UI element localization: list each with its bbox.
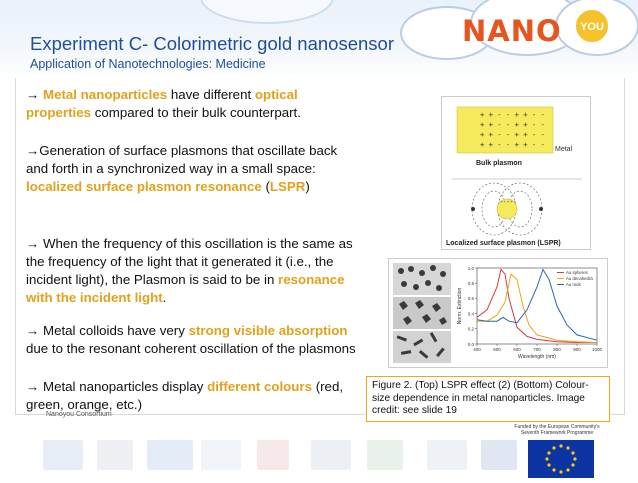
partner-logo <box>43 440 83 470</box>
legend-entry: Au spheres <box>566 270 588 275</box>
partner-logo <box>257 440 289 470</box>
lspr-charges: + + + + + <box>500 199 517 204</box>
page-title: Experiment C- Colorimetric gold nanosensor <box>30 33 394 54</box>
x-tick-label: 600 <box>513 347 521 352</box>
dipole-point <box>539 207 543 211</box>
charge-row: + + - - + + - - <box>480 140 545 149</box>
y-tick-label: 0.4 <box>467 311 474 317</box>
eu-flag <box>528 440 594 478</box>
y-tick-label: 0.0 <box>467 341 474 347</box>
y-tick-label: 1.0 <box>467 265 474 271</box>
partner-logo <box>481 440 517 470</box>
x-tick-label: 900 <box>573 347 581 352</box>
y-axis-label: Norm. Extinction <box>457 287 463 325</box>
partner-logo <box>97 440 133 470</box>
legend-entry: Au decahedra <box>566 276 593 281</box>
x-tick-label: 400 <box>473 347 481 352</box>
micrograph-spheres <box>393 263 451 295</box>
charge-row: + + - - + + - - <box>480 130 545 139</box>
legend-entry: Au rods <box>566 282 581 287</box>
paragraph-1: → Metal nanoparticles have different optical properties compared to their bulk counterpart. <box>26 87 301 120</box>
x-tick-label: 700 <box>533 347 541 352</box>
nanoyou-logo <box>462 14 612 50</box>
page-subtitle: Application of Nanotechnologies: Medicine <box>30 57 266 71</box>
partner-logo <box>147 440 193 470</box>
lspr-label: Localized surface plasmon (LSPR) <box>446 240 561 247</box>
figure-caption: Figure 2. (Top) LSPR effect (2) (Bottom) Colour-size dependence in metal nanoparticles. Image credit: see slide 19 <box>366 376 610 422</box>
logo-text: NANO <box>462 14 562 48</box>
charge-row: + + - - + + - - <box>480 120 545 129</box>
y-tick-label: 0.6 <box>467 296 474 302</box>
x-tick-label: 500 <box>493 347 501 352</box>
x-tick-label: 1000 <box>591 347 603 352</box>
partner-logo <box>311 440 351 470</box>
lspr-figure <box>441 96 591 250</box>
logo-badge: YOU <box>574 8 610 44</box>
bulk-plasmon-label: Bulk plasmon <box>476 160 522 167</box>
paragraph-5: → Metal nanoparticles display different colours (red, green, orange, etc.) <box>26 379 344 412</box>
partner-logo <box>201 440 241 470</box>
metal-label: Metal <box>555 146 573 153</box>
micrograph-rods <box>393 331 451 363</box>
y-tick-label: 0.8 <box>467 281 474 286</box>
consortium-label: Nanoyou Consortium <box>46 411 112 418</box>
dipole-point <box>471 207 475 211</box>
eu-stars <box>528 440 594 478</box>
funded-label: Funded by the European Community's Seventh Framework Programme <box>514 424 600 436</box>
charge-row: + + - - + + - - <box>480 110 545 119</box>
x-axis-label: Wavelength (nm) <box>518 354 556 360</box>
x-tick-label: 800 <box>553 347 561 352</box>
colour-size-figure <box>388 258 608 368</box>
paragraph-4: → Metal colloids have very strong visible absorption due to the resonant coherent oscillation of the plasmons <box>26 323 356 356</box>
partner-logo <box>367 440 403 470</box>
paragraph-2: →Generation of surface plasmons that oscillate back and forth in a synchronized way in a small space: localized surface plasmon resonance (LSPR) <box>26 143 338 194</box>
y-tick-label: 0.2 <box>467 326 474 332</box>
partner-logo <box>427 440 467 470</box>
lspr-diagram <box>442 97 590 249</box>
extinction-chart <box>455 262 605 362</box>
paragraph-3: → When the frequency of this oscillation is the same as the frequency of the light that it generated it (i.e., the incident light), the Plasmon is said to be in resonance with the incident light. <box>26 236 353 305</box>
